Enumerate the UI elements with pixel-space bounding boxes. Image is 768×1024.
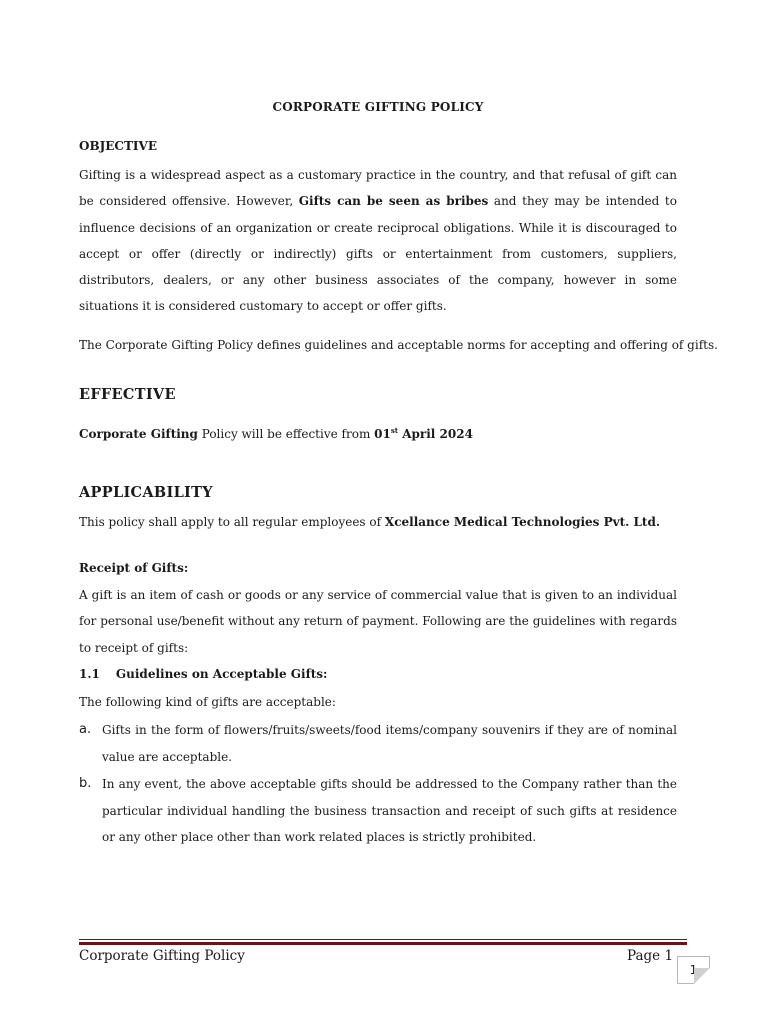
- objective-bold-text: Gifts can be seen as bribes: [298, 194, 489, 209]
- objective-text-b: and they may be intended to influence decisions of an organization or create reciprocal obligations. While it is discouraged to accept or offer (directly or indirectly) gifts or entertainment from customers, suppliers, distributors, dealers, or any other business associates of the company, however in some situations it is considered customary to accept or offer gifts.: [79, 194, 677, 314]
- applicability-statement: [79, 515, 660, 529]
- acceptable-intro: The following kind of gifts are acceptable:: [79, 695, 336, 709]
- objective-paragraph-2: The Corporate Gifting Policy defines guidelines and acceptable norms for accepting and offering of gifts.: [79, 338, 718, 352]
- list-item-text: In any event, the above acceptable gifts should be addressed to the Company rather than the particular individual handling the business transaction and receipt of such gifts at residence or any other place other than work related places is strictly prohibited.: [102, 777, 677, 844]
- effective-heading: EFFECTIVE: [79, 386, 176, 403]
- list-item: [79, 717, 677, 770]
- page-number: 1: [689, 963, 698, 977]
- document-title: CORPORATE GIFTING POLICY: [272, 100, 484, 114]
- objective-paragraph: [79, 162, 677, 320]
- effective-text: Policy will be effective from: [197, 427, 375, 441]
- page-number-box: [677, 956, 710, 984]
- footer-divider: [79, 939, 687, 940]
- page-fold-icon: [694, 968, 710, 984]
- receipt-heading: Receipt of Gifts:: [79, 561, 189, 575]
- applicability-heading: APPLICABILITY: [79, 484, 213, 501]
- section-heading: [79, 667, 328, 681]
- list-marker: a.: [79, 722, 92, 737]
- objective-heading: OBJECTIVE: [79, 139, 157, 153]
- list-marker: b.: [79, 776, 92, 791]
- list-item-text: Gifts in the form of flowers/fruits/sweets/food items/company souvenirs if they are of nominal value are acceptable.: [102, 723, 677, 764]
- effective-date: 01st April 2024: [374, 426, 473, 441]
- objective-text-a: Gifting is a widespread aspect as a customary practice in the country, and that refusal of gift can be considered offensive. However,: [79, 168, 677, 209]
- company-name: Xcellance Medical Technologies Pvt. Ltd.: [384, 515, 661, 529]
- applicability-text: This policy shall apply to all regular employees of: [79, 515, 385, 529]
- list-item: [79, 771, 677, 851]
- section-title: Guidelines on Acceptable Gifts:: [115, 667, 328, 681]
- effective-bold-text: Corporate Gifting: [79, 427, 198, 441]
- effective-statement: [79, 427, 473, 441]
- footer-divider-thick: [79, 942, 687, 945]
- section-number: 1.1: [79, 667, 100, 681]
- footer-page-label: Page 1: [627, 948, 674, 964]
- footer-document-name: Corporate Gifting Policy: [79, 948, 245, 964]
- receipt-paragraph: A gift is an item of cash or goods or any service of commercial value that is given to an individual for personal use/benefit without any return of payment. Following are the guidelines with regards to receipt of gifts:: [79, 588, 677, 655]
